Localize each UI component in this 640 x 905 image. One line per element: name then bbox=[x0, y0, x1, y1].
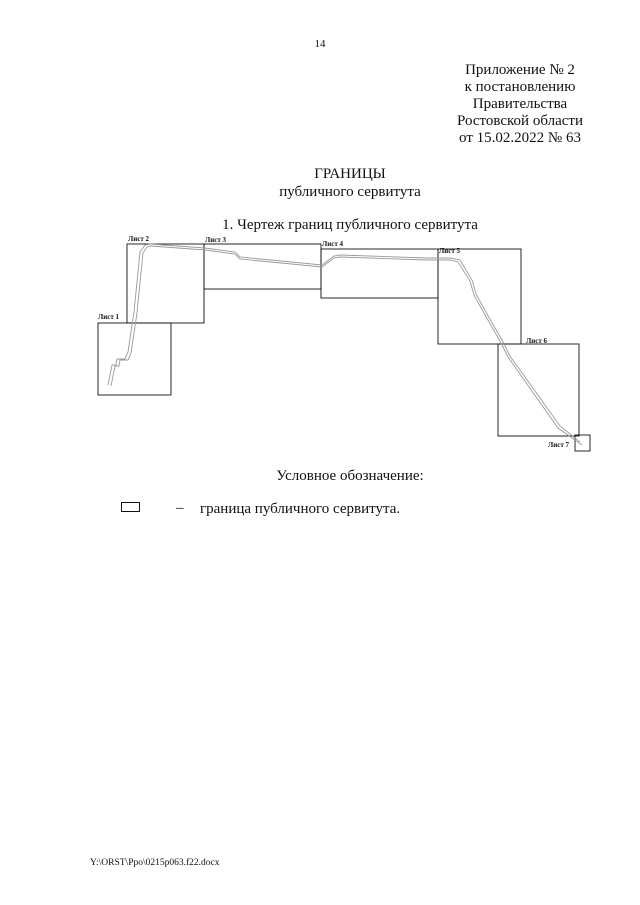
sheet-frame-3 bbox=[204, 244, 321, 289]
boundary-drawing-svg bbox=[90, 232, 600, 458]
legend-boundary-symbol bbox=[121, 502, 140, 512]
sheet-frame-5 bbox=[438, 249, 521, 344]
page-number: 14 bbox=[314, 38, 326, 50]
sheet-frame-2 bbox=[127, 244, 204, 323]
servitude-boundary-inner bbox=[111, 246, 582, 445]
boundary-drawing bbox=[90, 232, 600, 458]
sheet-frame-6 bbox=[498, 344, 579, 436]
sheet-label-3: Лист 3 bbox=[205, 236, 227, 244]
footer-file-path: Y:\ORST\Ppo\0215p063.f22.docx bbox=[90, 858, 220, 868]
legend-title: Условное обозначение: bbox=[276, 468, 424, 484]
document-subtitle: публичного сервитута bbox=[279, 184, 421, 200]
sheet-label-2: Лист 2 bbox=[128, 235, 150, 243]
sheet-frame-7 bbox=[575, 435, 590, 451]
sheet-frames bbox=[98, 244, 590, 451]
appendix-line: от 15.02.2022 № 63 bbox=[459, 130, 581, 146]
document-title: ГРАНИЦЫ bbox=[314, 166, 386, 182]
sheet-label-4: Лист 4 bbox=[322, 240, 344, 248]
appendix-line: Ростовской области bbox=[457, 113, 583, 129]
sheet-label-7: Лист 7 bbox=[548, 441, 570, 449]
appendix-line: Приложение № 2 bbox=[465, 62, 575, 78]
sheet-joins bbox=[204, 244, 575, 436]
sheet-label-1: Лист 1 bbox=[98, 313, 120, 321]
drawing-title: 1. Чертеж границ публичного сервитута bbox=[222, 217, 478, 233]
sheet-label-6: Лист 6 bbox=[526, 337, 548, 345]
legend-text: граница публичного сервитута. bbox=[200, 501, 401, 517]
appendix-header bbox=[420, 62, 620, 147]
servitude-boundary-outer bbox=[108, 244, 580, 442]
sheet-frame-1 bbox=[98, 323, 171, 395]
appendix-line: Правительства bbox=[472, 96, 568, 112]
sheet-label-5: Лист 5 bbox=[439, 247, 461, 255]
legend-dash: – bbox=[176, 500, 184, 516]
servitude-boundary bbox=[108, 244, 582, 445]
appendix-line: к постановлению bbox=[464, 79, 576, 95]
